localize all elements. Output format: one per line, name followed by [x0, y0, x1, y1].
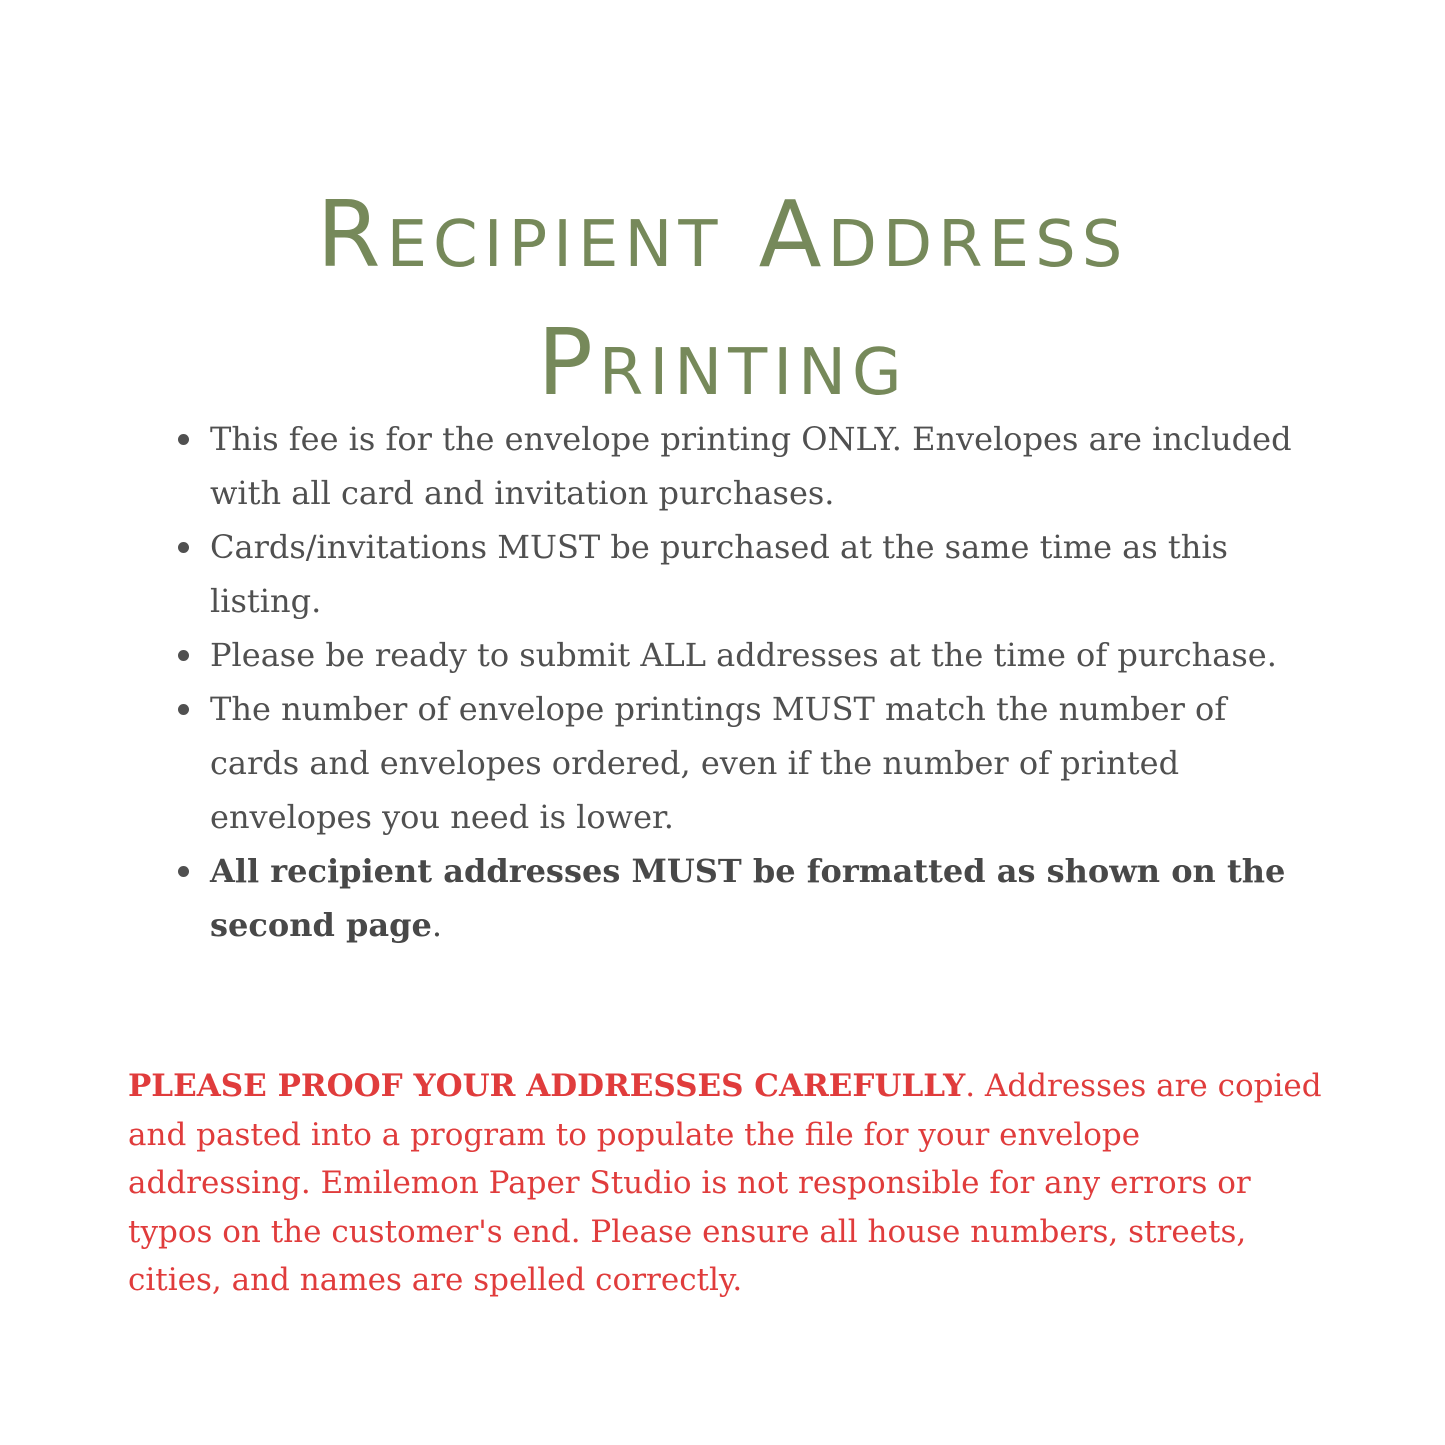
- list-item-bold-text: All recipient addresses MUST be formatted as shown on the second page: [210, 852, 1286, 944]
- list-item-formatting-rule: [175, 844, 1305, 952]
- title-line-1: Recipient Address: [316, 181, 1129, 289]
- list-item-text: The number of envelope printings MUST match the number of cards and envelopes ordered, even if the number of printed envelopes you need is lower.: [210, 690, 1227, 836]
- bullet-icon: [178, 434, 189, 445]
- page-title: [0, 171, 1445, 427]
- list-item: [175, 628, 1305, 682]
- bullet-icon: [178, 704, 189, 715]
- list-item: [175, 412, 1305, 520]
- bullet-icon: [178, 650, 189, 661]
- proofing-notice: [128, 1062, 1328, 1305]
- list-item: [175, 682, 1305, 844]
- list-item-text: This fee is for the envelope printing ONLY. Envelopes are included with all card and invitation purchases.: [210, 420, 1292, 512]
- bullet-icon: [178, 542, 189, 553]
- list-item-tail: .: [431, 906, 442, 944]
- notice-heading: PLEASE PROOF YOUR ADDRESSES CAREFULLY: [128, 1068, 966, 1104]
- list-item: [175, 520, 1305, 628]
- notice-body: . Addresses are copied and pasted into a program to populate the file for your envelope addressing. Emilemon Paper Studio is not responsible for any errors or typos on the customer's end. Please ensure all house numbers, streets, cities, and names are spelled correctly.: [128, 1068, 1322, 1298]
- title-line-2: Printing: [537, 309, 908, 417]
- requirements-list: [175, 412, 1305, 952]
- list-item-text: Cards/invitations MUST be purchased at the same time as this listing.: [210, 528, 1228, 620]
- bullet-icon: [178, 866, 189, 877]
- list-item-text: Please be ready to submit ALL addresses at the time of purchase.: [210, 636, 1277, 674]
